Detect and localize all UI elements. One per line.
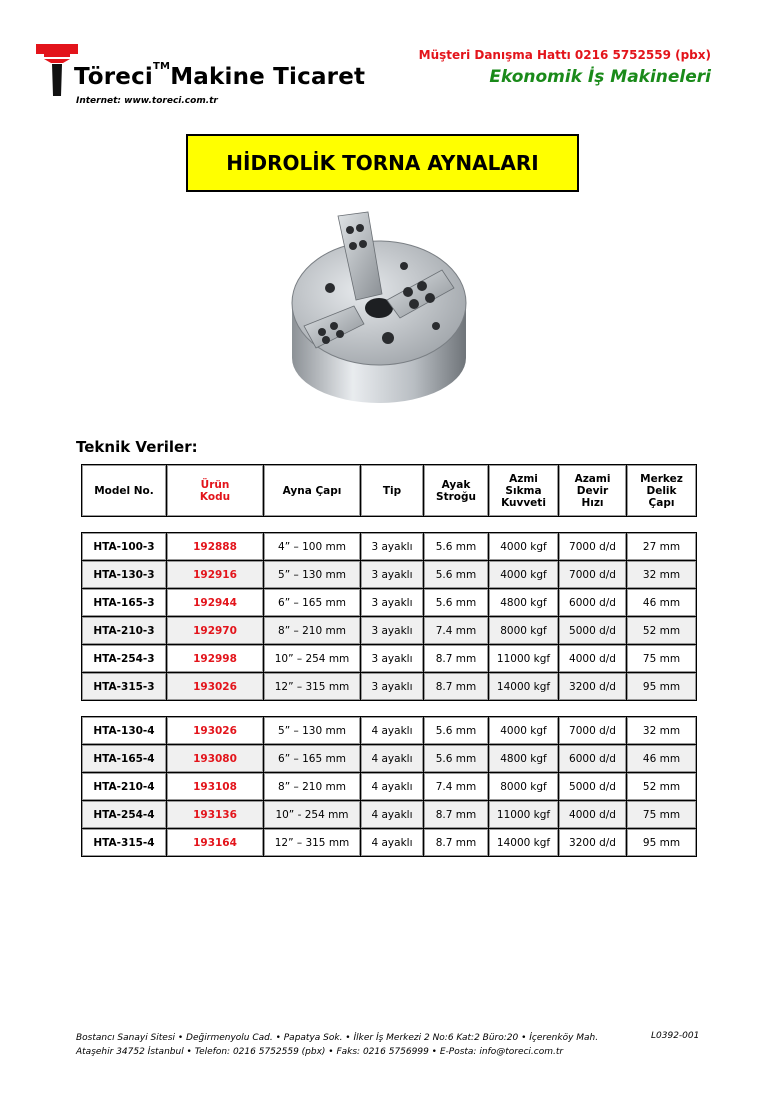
col-header-code: Ürün Kodu xyxy=(167,465,264,517)
cell-code: 192944 xyxy=(167,589,264,617)
website-link[interactable]: Internet: www.toreci.com.tr xyxy=(76,96,218,106)
cell-force: 11000 kgf xyxy=(489,801,559,829)
cell-type: 3 ayaklı xyxy=(361,533,424,561)
cell-model: HTA-165-4 xyxy=(82,745,167,773)
cell-bore: 46 mm xyxy=(627,589,697,617)
cell-diameter: 10” - 254 mm xyxy=(264,801,361,829)
cell-force: 4800 kgf xyxy=(489,589,559,617)
cell-type: 3 ayaklı xyxy=(361,645,424,673)
cell-type: 4 ayaklı xyxy=(361,745,424,773)
cell-stroke: 7.4 mm xyxy=(424,773,489,801)
cell-diameter: 8” – 210 mm xyxy=(264,617,361,645)
cell-speed: 3200 d/d xyxy=(559,673,627,701)
cell-speed: 7000 d/d xyxy=(559,533,627,561)
cell-model: HTA-315-4 xyxy=(82,829,167,857)
cell-stroke: 7.4 mm xyxy=(424,617,489,645)
cell-bore: 32 mm xyxy=(627,561,697,589)
cell-force: 8000 kgf xyxy=(489,617,559,645)
cell-speed: 5000 d/d xyxy=(559,773,627,801)
cell-model: HTA-315-3 xyxy=(82,673,167,701)
cell-bore: 75 mm xyxy=(627,801,697,829)
table-row xyxy=(82,773,697,801)
cell-type: 4 ayaklı xyxy=(361,801,424,829)
cell-code: 193026 xyxy=(167,673,264,701)
footer-line-2: Ataşehir 34752 İstanbul • Telefon: 0216 5752559 (pbx) • Faks: 0216 5756999 • E-Posta: info@toreci.com.tr xyxy=(76,1047,564,1057)
brand-name: Töreci™Makine Ticaret xyxy=(74,61,366,90)
table-row xyxy=(82,561,697,589)
cell-model: HTA-210-4 xyxy=(82,773,167,801)
cell-stroke: 5.6 mm xyxy=(424,745,489,773)
cell-bore: 52 mm xyxy=(627,773,697,801)
cell-bore: 46 mm xyxy=(627,745,697,773)
cell-speed: 7000 d/d xyxy=(559,717,627,745)
cell-diameter: 5” – 130 mm xyxy=(264,561,361,589)
cell-speed: 4000 d/d xyxy=(559,645,627,673)
col-header-force: Azmi Sıkma Kuvveti xyxy=(489,465,559,517)
cell-force: 8000 kgf xyxy=(489,773,559,801)
spec-table-3-jaw xyxy=(81,532,697,701)
cell-bore: 27 mm xyxy=(627,533,697,561)
cell-stroke: 5.6 mm xyxy=(424,589,489,617)
cell-speed: 6000 d/d xyxy=(559,745,627,773)
cell-type: 3 ayaklı xyxy=(361,561,424,589)
cell-force: 14000 kgf xyxy=(489,829,559,857)
spec-table-header xyxy=(81,464,697,517)
cell-code: 192888 xyxy=(167,533,264,561)
cell-code: 193164 xyxy=(167,829,264,857)
col-header-type: Tip xyxy=(361,465,424,517)
col-header-diameter: Ayna Çapı xyxy=(264,465,361,517)
cell-diameter: 6” – 165 mm xyxy=(264,745,361,773)
col-header-stroke: Ayak Stroğu xyxy=(424,465,489,517)
customer-hotline: Müşteri Danışma Hattı 0216 5752559 (pbx) xyxy=(418,48,711,62)
cell-type: 3 ayaklı xyxy=(361,617,424,645)
cell-bore: 52 mm xyxy=(627,617,697,645)
page-title: HİDROLİK TORNA AYNALARI xyxy=(186,134,579,192)
cell-model: HTA-130-3 xyxy=(82,561,167,589)
table-row xyxy=(82,645,697,673)
cell-type: 3 ayaklı xyxy=(361,589,424,617)
col-header-model: Model No. xyxy=(82,465,167,517)
cell-speed: 5000 d/d xyxy=(559,617,627,645)
cell-type: 4 ayaklı xyxy=(361,829,424,857)
toreci-logo-icon xyxy=(36,44,78,96)
col-header-speed: Azami Devir Hızı xyxy=(559,465,627,517)
cell-stroke: 8.7 mm xyxy=(424,801,489,829)
cell-diameter: 8” – 210 mm xyxy=(264,773,361,801)
table-row xyxy=(82,745,697,773)
cell-speed: 6000 d/d xyxy=(559,589,627,617)
cell-bore: 32 mm xyxy=(627,717,697,745)
cell-force: 14000 kgf xyxy=(489,673,559,701)
cell-diameter: 5” – 130 mm xyxy=(264,717,361,745)
cell-speed: 7000 d/d xyxy=(559,561,627,589)
cell-type: 4 ayaklı xyxy=(361,717,424,745)
cell-bore: 75 mm xyxy=(627,645,697,673)
cell-model: HTA-254-4 xyxy=(82,801,167,829)
cell-speed: 4000 d/d xyxy=(559,801,627,829)
cell-model: HTA-254-3 xyxy=(82,645,167,673)
table-row xyxy=(82,801,697,829)
cell-code: 193108 xyxy=(167,773,264,801)
table-row xyxy=(82,533,697,561)
cell-speed: 3200 d/d xyxy=(559,829,627,857)
cell-model: HTA-165-3 xyxy=(82,589,167,617)
table-row xyxy=(82,589,697,617)
cell-type: 3 ayaklı xyxy=(361,673,424,701)
cell-diameter: 12” – 315 mm xyxy=(264,673,361,701)
cell-force: 4000 kgf xyxy=(489,533,559,561)
cell-code: 193026 xyxy=(167,717,264,745)
table-row xyxy=(82,673,697,701)
table-row xyxy=(82,617,697,645)
document-number: L0392-001 xyxy=(651,1031,700,1041)
footer-address xyxy=(76,1031,598,1059)
section-heading-technical-data: Teknik Veriler: xyxy=(76,438,198,456)
cell-code: 193136 xyxy=(167,801,264,829)
cell-diameter: 4” – 100 mm xyxy=(264,533,361,561)
cell-diameter: 12” – 315 mm xyxy=(264,829,361,857)
slogan: Ekonomik İş Makineleri xyxy=(489,67,711,87)
col-header-bore: Merkez Delik Çapı xyxy=(627,465,697,517)
cell-stroke: 5.6 mm xyxy=(424,717,489,745)
cell-stroke: 8.7 mm xyxy=(424,645,489,673)
table-row xyxy=(82,829,697,857)
cell-bore: 95 mm xyxy=(627,673,697,701)
spec-table-4-jaw xyxy=(81,716,697,857)
cell-model: HTA-210-3 xyxy=(82,617,167,645)
cell-type: 4 ayaklı xyxy=(361,773,424,801)
cell-diameter: 10” – 254 mm xyxy=(264,645,361,673)
hydraulic-chuck-image xyxy=(284,208,474,413)
cell-force: 4000 kgf xyxy=(489,717,559,745)
footer-line-1: Bostancı Sanayi Sitesi • Değirmenyolu Cad. • Papatya Sok. • İlker İş Merkezi 2 No:6 Kat:2 Büro:20 • İçerenköy Mah. xyxy=(76,1033,599,1043)
cell-force: 11000 kgf xyxy=(489,645,559,673)
cell-code: 193080 xyxy=(167,745,264,773)
cell-force: 4800 kgf xyxy=(489,745,559,773)
cell-force: 4000 kgf xyxy=(489,561,559,589)
cell-stroke: 5.6 mm xyxy=(424,561,489,589)
cell-diameter: 6” – 165 mm xyxy=(264,589,361,617)
cell-code: 192970 xyxy=(167,617,264,645)
cell-code: 192998 xyxy=(167,645,264,673)
cell-model: HTA-100-3 xyxy=(82,533,167,561)
cell-code: 192916 xyxy=(167,561,264,589)
cell-stroke: 8.7 mm xyxy=(424,829,489,857)
cell-stroke: 8.7 mm xyxy=(424,673,489,701)
cell-bore: 95 mm xyxy=(627,829,697,857)
cell-model: HTA-130-4 xyxy=(82,717,167,745)
table-row xyxy=(82,717,697,745)
cell-stroke: 5.6 mm xyxy=(424,533,489,561)
